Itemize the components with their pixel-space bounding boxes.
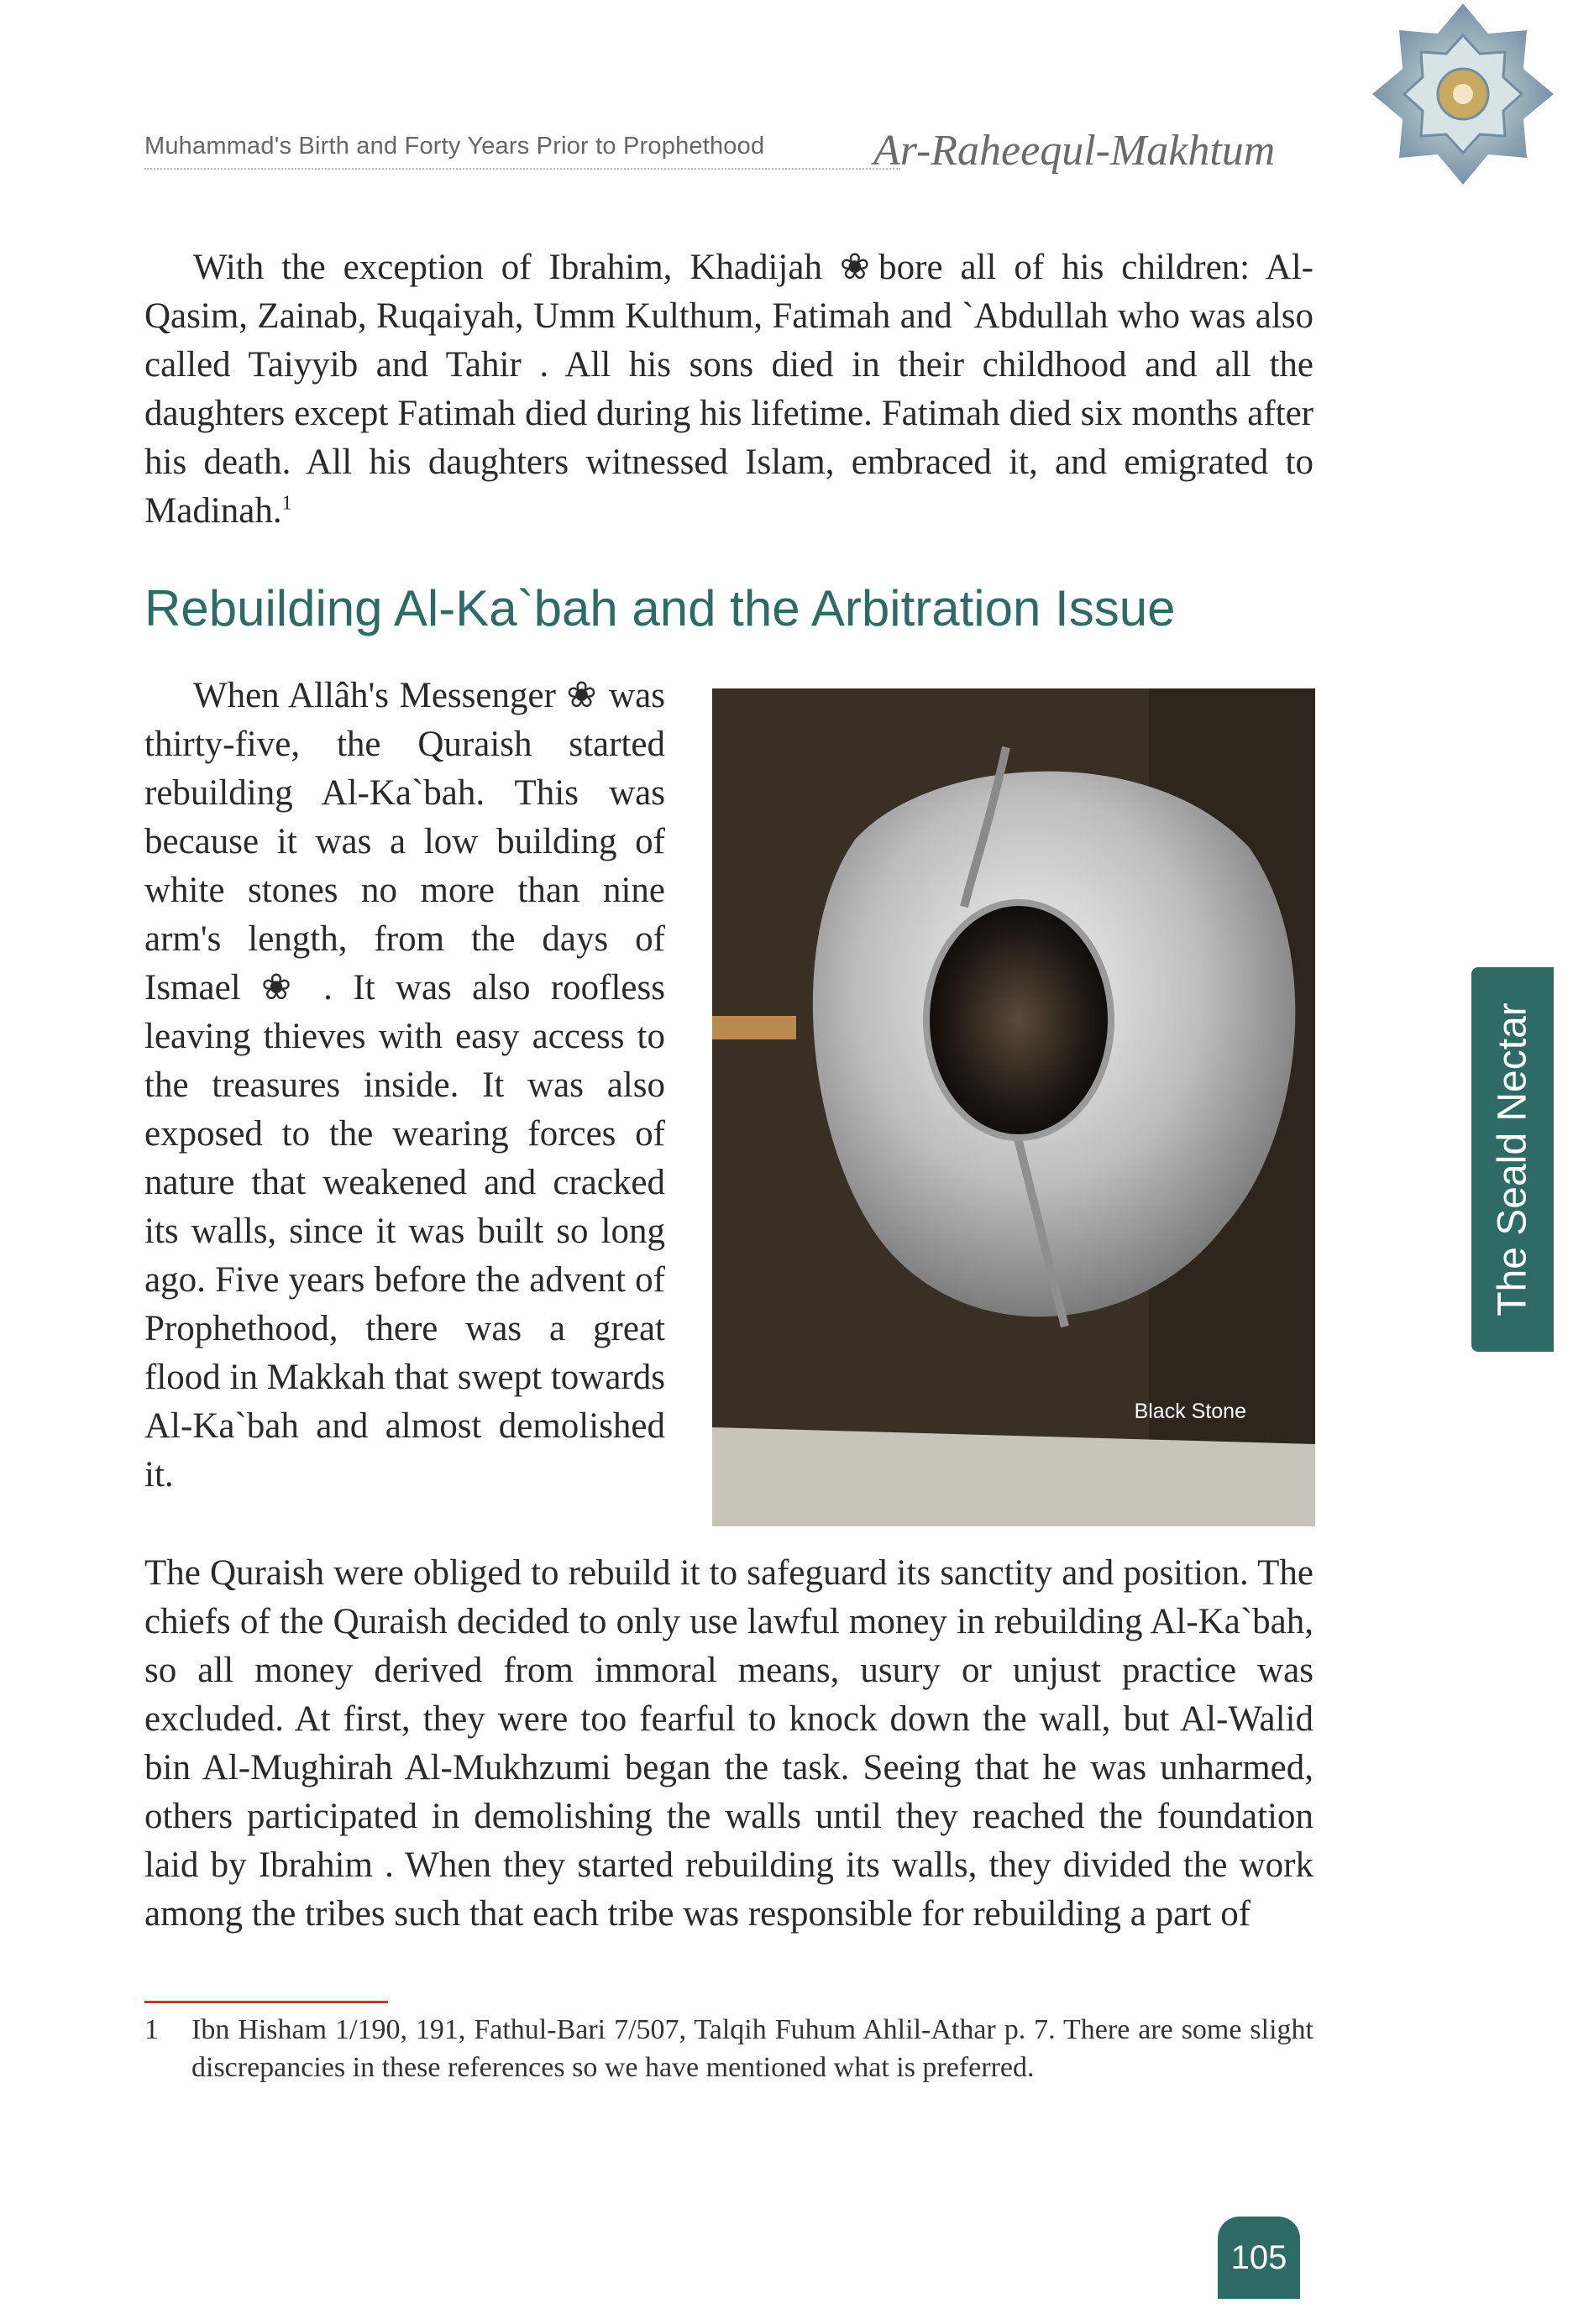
intro-paragraph-text: With the exception of Ibrahim, Khadijah ❀bore all of his children: Al-Qasim, Zainab, Ruqaiyah, Umm Kulthum, Fatimah and `Abdullah who was also called Taiyyib and Tahir . All his sons died in their childhood and all the daughters except Fatimah died during his lifetime. Fatimah died six months after his death. All his daughters witnessed Islam, embraced it, and emigrated to Madinah.	[144, 248, 1313, 531]
continued-paragraph: The Quraish were obliged to rebuild it to safeguard its sanctity and position. The chiefs of the Quraish decided to only use lawful money in rebuilding Al-Ka`bah, so all money derived from immoral means, usury or unjust practice was excluded. At first, they were too fearful to knock down the wall, but Al-Walid bin Al-Mughirah Al-Mukhzumi began the task. Seeing that he was unharmed, others participated in demolishing the walls until they reached the foundation laid by Ibrahim . When they started rebuilding its walls, they divided the work among the tribes such that each tribe was responsible for rebuilding a part of	[144, 1553, 1313, 1934]
footnote-divider	[144, 2001, 388, 2003]
wrapped-paragraph: When Allâh's Messenger ❀ was thirty-five, the Quraish started rebuilding Al-Ka`bah. This was because it was a low building of white stones no more than nine arm's length, from the days of Ismael ❀ . It was also roofless leaving thieves with easy access to the treasures inside. It was also exposed to the wearing forces of nature that weakened and cracked its walls, since it was built so long ago. Five years before the advent of Prophethood, there was a great flood in Makkah that swept towards Al-Ka`bah and almost demolished it.	[144, 676, 665, 1494]
page-number: 105	[1230, 2239, 1287, 2276]
footnote	[144, 2011, 1313, 2086]
side-tab	[1471, 967, 1554, 1352]
side-tab-label: The Seald Nectar	[1490, 1002, 1535, 1316]
photo-caption: Black Stone	[1134, 1400, 1246, 1423]
running-header-book-title: Ar-Raheequl-Makhtum	[873, 127, 1276, 175]
header-divider	[144, 168, 900, 170]
running-header-chapter: Muhammad's Birth and Forty Years Prior to Prophethood	[144, 133, 765, 160]
section-heading: Rebuilding Al-Ka`bah and the Arbitration Issue	[144, 580, 1176, 636]
footnote-text: Ibn Hisham 1/190, 191, Fathul-Bari 7/507, Talqih Fuhum Ahlil-Athar p. 7. There are some slight discrepancies in these references so we have mentioned what is preferred.	[191, 2014, 1313, 2083]
footnote-reference[interactable]: 1	[281, 492, 292, 515]
wrapped-text-column	[144, 672, 665, 1500]
footnote-number: 1	[144, 2014, 159, 2045]
ornament-rosette-icon	[1362, 0, 1564, 206]
black-stone-photo	[712, 688, 1315, 1526]
page-number-badge	[1218, 2217, 1300, 2299]
intro-paragraph	[144, 243, 1313, 536]
